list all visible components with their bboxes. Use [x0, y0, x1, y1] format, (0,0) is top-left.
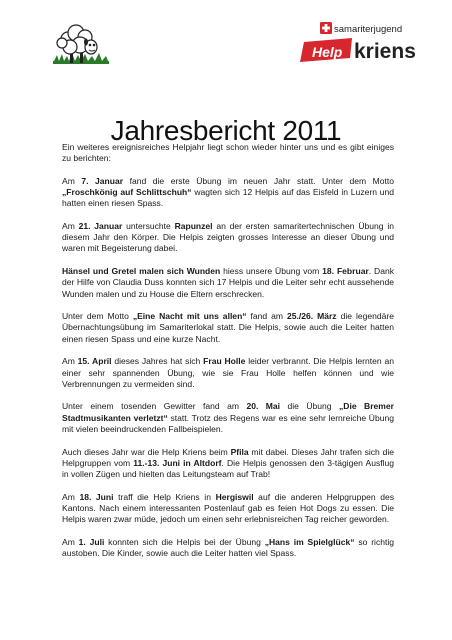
- text: Am: [62, 356, 78, 367]
- text: Am: [62, 536, 79, 547]
- bold-text: „Eine Nacht mit uns allen“: [132, 311, 247, 322]
- page-title: Jahresbericht 2011: [110, 114, 342, 146]
- bold-text: Hergiswil: [215, 491, 254, 502]
- samariterjugend-help-kriens-logo: [298, 18, 418, 78]
- bold-text: 21. Januar: [78, 221, 123, 232]
- bold-text: Pfila: [230, 446, 249, 457]
- logo-small-text: samariterjugend: [334, 24, 403, 35]
- sheep-mascot-image: [50, 17, 112, 73]
- text: hiess unsere Übung vom: [220, 266, 323, 277]
- bold-text: 25./26. März: [287, 311, 337, 322]
- text: . Dank der Hilfe von Claudia Duss konnten sich 17 Helpis und die Leiter sehr echt aussehende Wunden malen und zu House die Eltern erschrecken.: [62, 266, 395, 299]
- paragraph: [62, 266, 394, 300]
- text: statt. Trotz des Regens war es eine sehr lernreiche Übung mit vielen beeindruckenden Fallbeispielen.: [62, 412, 394, 434]
- text: auf die anderen Helpgruppen des Kantons. Nach einem interessanten Postenlauf gab es feien Hot Dogs zu essen. Die Helpis waren zwar müde, jedoch um einen sehr erlebnisreichen Tag reicher geworden.: [62, 491, 394, 525]
- text: Ein weiteres ereignisreiches Helpjahr liegt schon wieder hinter uns und es gibt einiges zu berichten:: [62, 142, 394, 164]
- bold-text: 15. April: [77, 356, 112, 367]
- paragraph: [62, 447, 394, 481]
- paragraph: [62, 537, 394, 559]
- text: die legendäre Übernachtungsübung im Samariterlokal statt. Die Helpis, sowie auch die Leiter hatten einen riesen Spass und eine kurze Nacht.: [62, 311, 394, 344]
- text: die Übung: [280, 401, 340, 412]
- text: Unter einem tosenden Gewitter fand am: [62, 401, 247, 412]
- text: Am: [62, 221, 79, 232]
- report-body: [62, 142, 394, 571]
- bold-text: 11.-13. Juni in Altdorf: [133, 457, 222, 468]
- text: untersuchte: [122, 221, 175, 232]
- text: Am: [62, 175, 82, 186]
- bold-text: „Froschkönig auf Schlittschuh“: [62, 187, 192, 198]
- text: wagten sich 12 Helpis auf das Eisfeld in Luzern und hatten einen riesen Spass.: [62, 187, 395, 209]
- text: leider verbrannt. Die Helpis lernten an einer sehr spannenden Übung, wie sie Frau Holle helfen können und wie Verbrennungen zu vermeiden sind.: [62, 356, 394, 389]
- bold-text: 1. Juli: [78, 536, 105, 547]
- bold-text: 18. Juni: [79, 491, 114, 502]
- paragraph: [62, 356, 394, 390]
- text: Auch dieses Jahr war die Help Kriens beim: [62, 446, 231, 457]
- paragraph: [62, 401, 394, 435]
- text: konnten sich die Helpis bei der Übung: [104, 536, 265, 547]
- text: Unter dem Motto: [62, 311, 133, 322]
- text: . Die Helpis genossen den 3-tägigen Ausflug in vollen Zügen und hielten das Leitungsteam auf Trab!: [62, 457, 395, 479]
- text: mit dabei. Dieses Jahr trafen sich die Helpgruppen vom: [62, 446, 394, 468]
- paragraph: [62, 142, 394, 164]
- text: fand die erste Übung im neuen Jahr statt. Unter dem Motto: [123, 175, 395, 186]
- text: dieses Jahres hat sich: [111, 356, 204, 367]
- bold-text: „Die Bremer Stadtmusikanten verletzt“: [62, 401, 394, 423]
- text: an der ersten samaritertechnischen Übung in diesem Jahr den Körper. Die Helpis zeigten grosses Interesse an dieser Übung und waren mit Begeisterung dabei.: [62, 221, 394, 254]
- text: fand am: [246, 311, 287, 322]
- text: Am: [62, 491, 80, 502]
- logo-help-text: Help: [312, 44, 343, 60]
- paragraph: [62, 311, 394, 345]
- bold-text: 7. Januar: [81, 175, 124, 186]
- text: so richtig austoben. Die Kinder, sowie auch die Leiter hatten viel Spass.: [62, 536, 394, 558]
- bold-text: Hänsel und Gretel malen sich Wunden: [62, 266, 221, 277]
- bold-text: Frau Holle: [203, 356, 246, 367]
- bold-text: „Hans im Spielglück“: [264, 536, 355, 547]
- bold-text: 18. Februar: [322, 266, 369, 277]
- paragraph: [62, 221, 394, 255]
- logo-town-text: kriens: [354, 40, 416, 63]
- bold-text: 20. Mai: [246, 401, 281, 412]
- paragraph: [62, 492, 394, 526]
- text: traff die Help Kriens in: [113, 491, 216, 502]
- bold-text: Rapunzel: [174, 221, 213, 232]
- paragraph: [62, 176, 394, 210]
